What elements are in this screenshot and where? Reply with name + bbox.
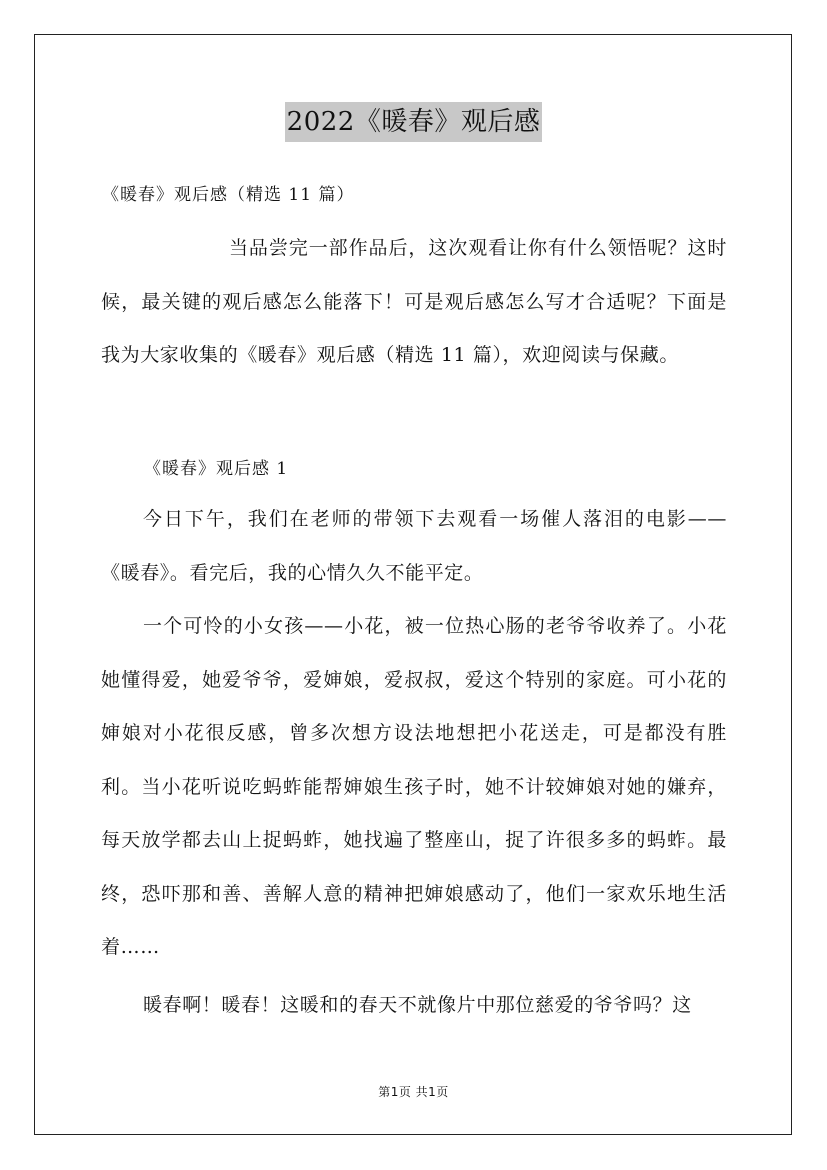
- document-title: 2022《暖春》观后感: [285, 102, 543, 142]
- page-footer: 第1页 共1页: [378, 1085, 449, 1099]
- title-container: [0, 102, 827, 142]
- intro-paragraph: 当品尝完一部作品后，这次观看让你有什么领悟呢？这时候，最关键的观后感怎么能落下！可是观后感怎么写才合适呢？下面是我为大家收集的《暖春》观后感（精选 11 篇），欢迎阅读与保藏。: [101, 237, 727, 366]
- document-subtitle: 《暖春》观后感（精选 11 篇）: [102, 185, 355, 205]
- body-paragraph: 今日下午，我们在老师的带领下去观看一场催人落泪的电影——《暖春》。看完后，我的心情久久不能平定。: [101, 508, 727, 584]
- section-heading: 《暖春》观后感 1: [144, 459, 289, 479]
- body-paragraph: 暖春啊！暖春！这暖和的春天不就像片中那位慈爱的爷爷吗？这: [143, 994, 692, 1016]
- body-paragraph: 一个可怜的小女孩——小花，被一位热心肠的老爷爷收养了。小花她懂得爱，她爱爷爷，爱婶娘，爱叔叔，爱这个特别的家庭。可小花的婶娘对小花很反感，曾多次想方设法地想把小花送走，可是都没有胜利。当小花听说吃蚂蚱能帮婶娘生孩子时，她不计较婶娘对她的嫌弃，每天放学都去山上捉蚂蚱，她找遍了整座山，捉了许很多多的蚂蚱。最终，恐吓那和善、善解人意的精神把婶娘感动了，他们一家欢乐地生活着……: [101, 615, 727, 958]
